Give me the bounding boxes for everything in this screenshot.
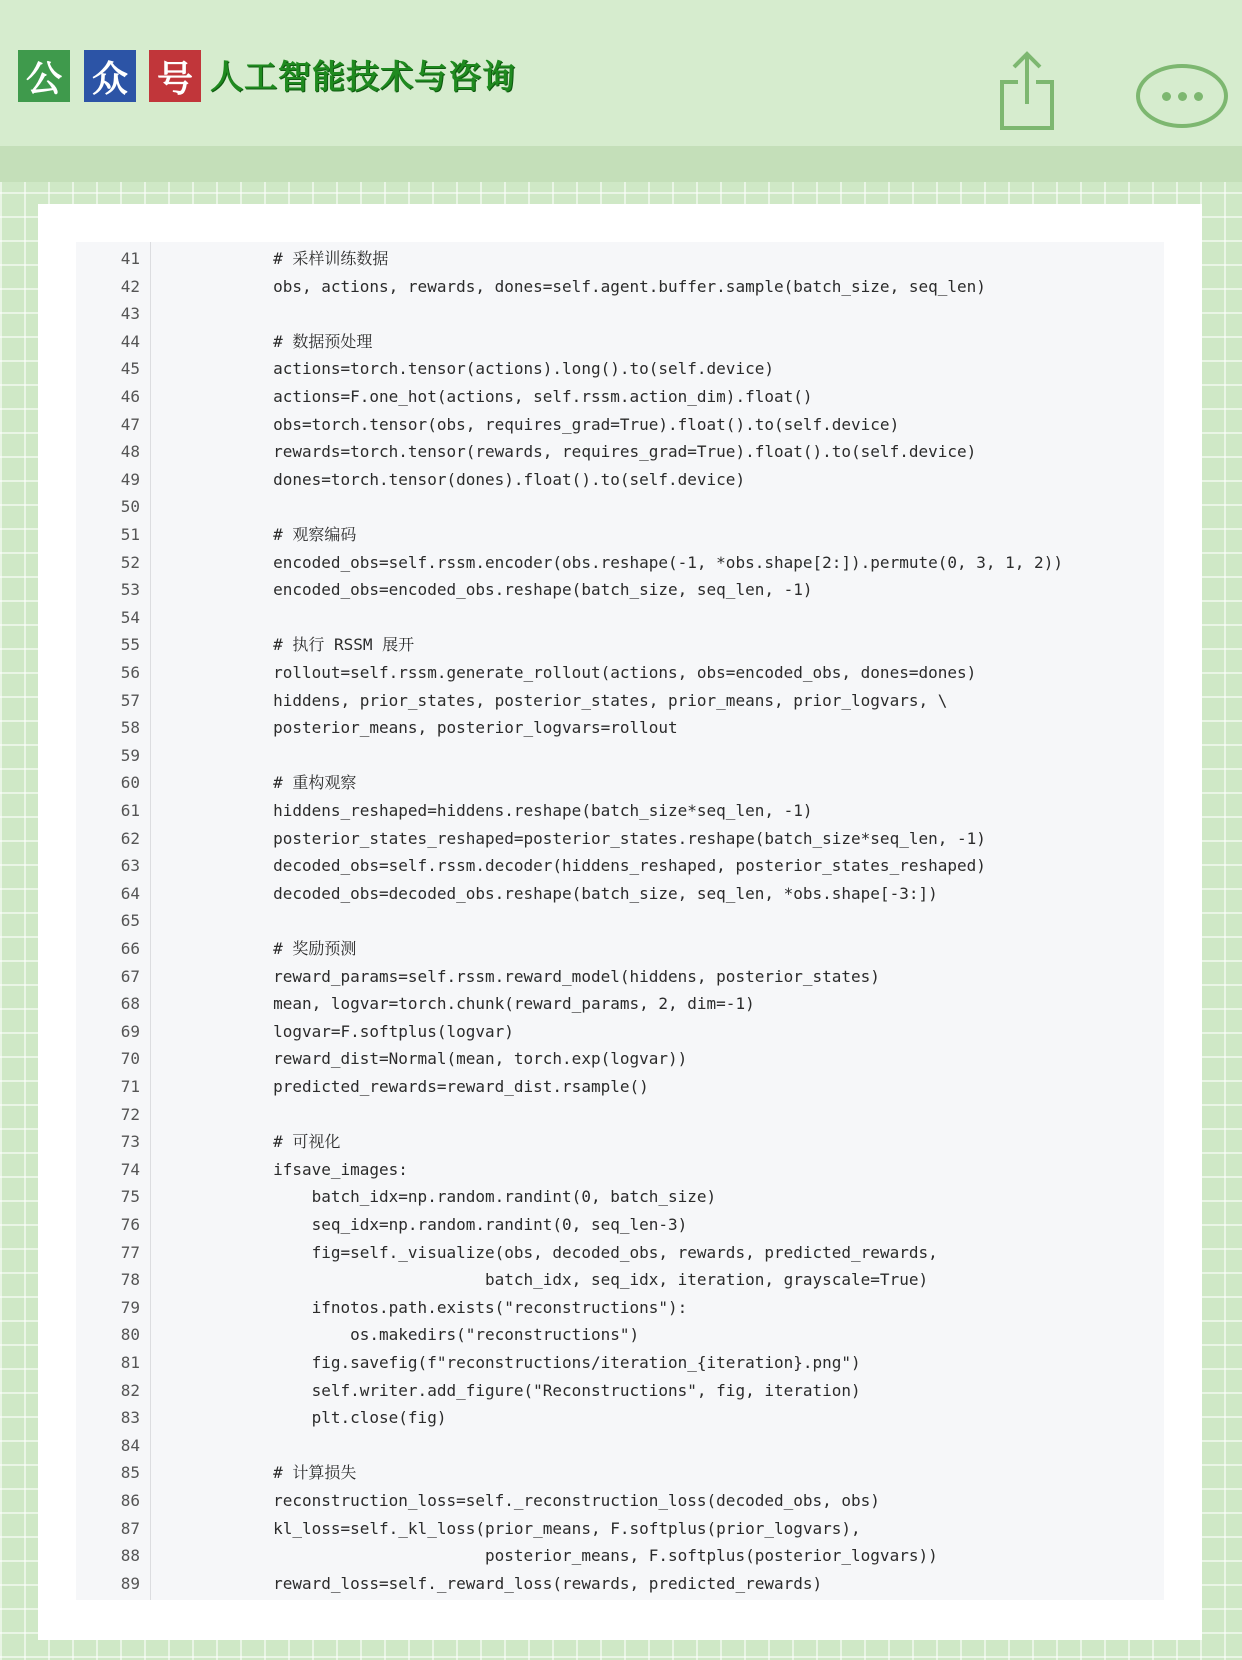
article-card: [38, 204, 1202, 1640]
code-text: hiddens, prior_states, posterior_states, prior_means, prior_logvars, \: [196, 690, 948, 710]
line-number: 78: [120, 1270, 140, 1290]
line-number: 63: [120, 856, 140, 876]
code-line: [76, 383, 1164, 410]
code-line: [76, 631, 1164, 658]
code-text: posterior_means, posterior_logvars=rollout: [196, 718, 678, 738]
code-line: [76, 411, 1164, 438]
code-text: encoded_obs=self.rssm.encoder(obs.reshape(-1, *obs.shape[2:]).permute(0, 3, 1, 2)): [196, 552, 1063, 572]
line-number: 55: [120, 635, 140, 655]
code-text: # 数据预处理: [196, 331, 373, 351]
line-number: 76: [120, 1215, 140, 1234]
code-text: rollout=self.rssm.generate_rollout(actions, obs=encoded_obs, dones=dones): [196, 663, 977, 682]
code-text: posterior_states_reshaped=posterior_states.reshape(batch_size*seq_len, -1): [196, 828, 986, 848]
code-text: obs, actions, rewards, dones=self.agent.buffer.sample(batch_size, seq_len): [196, 276, 986, 296]
code-text: fig=self._visualize(obs, decoded_obs, rewards, predicted_rewards,: [196, 1242, 938, 1262]
line-number: 54: [120, 607, 140, 627]
code-text: batch_idx=np.random.randint(0, batch_size): [196, 1187, 717, 1207]
line-number: 59: [120, 745, 140, 765]
line-number: 79: [120, 1297, 140, 1317]
code-line: [76, 1321, 1164, 1348]
line-number: 68: [120, 994, 140, 1014]
line-number: 49: [120, 469, 140, 489]
code-text: rewards=torch.tensor(rewards, requires_grad=True).float().to(self.device): [196, 442, 977, 462]
code-line: [76, 300, 1164, 327]
code-line: [76, 466, 1164, 493]
line-number: 53: [120, 580, 140, 600]
code-text: predicted_rewards=reward_dist.rsample(): [196, 1077, 649, 1096]
code-line: [76, 245, 1164, 272]
code-line: [76, 797, 1164, 824]
code-text: # 可视化: [196, 1132, 341, 1152]
line-number: 86: [120, 1491, 140, 1510]
code-text: kl_loss=self._kl_loss(prior_means, F.softplus(prior_logvars),: [196, 1518, 861, 1538]
code-line: [76, 935, 1164, 962]
code-line: [76, 659, 1164, 686]
code-text: dones=torch.tensor(dones).float().to(self.device): [196, 469, 746, 489]
line-number: 87: [120, 1518, 140, 1538]
line-number: 85: [120, 1463, 140, 1483]
badge-zhong: 众: [84, 50, 136, 102]
line-number: 45: [120, 359, 140, 379]
line-number: 56: [120, 663, 140, 682]
code-line: [76, 1404, 1164, 1431]
code-line: [76, 852, 1164, 879]
line-number: 74: [120, 1159, 140, 1179]
line-number: 58: [120, 718, 140, 738]
code-line: [76, 1045, 1164, 1072]
code-text: ifnotos.path.exists("reconstructions"):: [196, 1297, 688, 1317]
line-number: 57: [120, 690, 140, 710]
code-line: [76, 1101, 1164, 1128]
code-line: [76, 1128, 1164, 1155]
line-number: 73: [120, 1132, 140, 1152]
code-text: reward_dist=Normal(mean, torch.exp(logvar)): [196, 1049, 688, 1069]
header-band: [0, 146, 1242, 182]
code-text: decoded_obs=self.rssm.decoder(hiddens_reshaped, posterior_states_reshaped): [196, 856, 986, 876]
line-number: 67: [120, 966, 140, 986]
line-number: 77: [120, 1242, 140, 1262]
line-number: 65: [120, 911, 140, 931]
code-line: [76, 1211, 1164, 1238]
code-line: [76, 1377, 1164, 1404]
line-number: 66: [120, 939, 140, 958]
code-line: [76, 576, 1164, 603]
line-number: 84: [120, 1435, 140, 1455]
line-number: 48: [120, 442, 140, 462]
code-line: [76, 880, 1164, 907]
code-line: [76, 963, 1164, 990]
code-line: [76, 742, 1164, 769]
line-number: 44: [120, 331, 140, 351]
code-line: [76, 769, 1164, 796]
code-text: encoded_obs=encoded_obs.reshape(batch_size, seq_len, -1): [196, 580, 813, 600]
code-line: [76, 1183, 1164, 1210]
line-number: 70: [120, 1049, 140, 1069]
line-number: 46: [120, 387, 140, 406]
code-text: ifsave_images:: [196, 1159, 408, 1179]
code-line: [76, 714, 1164, 741]
code-line: [76, 273, 1164, 300]
code-text: mean, logvar=torch.chunk(reward_params, 2, dim=-1): [196, 994, 755, 1014]
line-number: 75: [120, 1187, 140, 1207]
code-text: seq_idx=np.random.randint(0, seq_len-3): [196, 1215, 688, 1234]
code-line: [76, 1073, 1164, 1100]
code-text: os.makedirs("reconstructions"): [196, 1325, 640, 1345]
code-line: [76, 825, 1164, 852]
line-number: 89: [120, 1573, 140, 1593]
code-line: [76, 1432, 1164, 1459]
share-icon[interactable]: [998, 48, 1058, 134]
code-line: [76, 687, 1164, 714]
line-number: 50: [120, 497, 140, 517]
line-number: 41: [120, 249, 140, 268]
code-line: [76, 907, 1164, 934]
line-number: 62: [120, 828, 140, 848]
code-block[interactable]: [76, 242, 1164, 1600]
line-number: 61: [120, 801, 140, 820]
line-number: 69: [120, 1021, 140, 1041]
code-line: [76, 1349, 1164, 1376]
code-line: [76, 1156, 1164, 1183]
line-number: 71: [120, 1077, 140, 1096]
line-number: 47: [120, 414, 140, 434]
line-number: 83: [120, 1408, 140, 1428]
code-text: actions=F.one_hot(actions, self.rssm.action_dim).float(): [196, 387, 813, 406]
code-line: [76, 328, 1164, 355]
code-text: reconstruction_loss=self._reconstruction_loss(decoded_obs, obs): [196, 1491, 880, 1510]
code-text: # 执行 RSSM 展开: [196, 635, 415, 655]
code-line: [76, 1487, 1164, 1514]
code-line: [76, 1459, 1164, 1486]
code-line: [76, 1542, 1164, 1569]
code-line: [76, 493, 1164, 520]
code-text: self.writer.add_figure("Reconstructions", fig, iteration): [196, 1380, 861, 1400]
line-number: 88: [120, 1546, 140, 1566]
code-text: reward_loss=self._reward_loss(rewards, predicted_rewards): [196, 1573, 823, 1593]
line-number: 81: [120, 1353, 140, 1372]
code-line: [76, 1570, 1164, 1597]
code-text: posterior_means, F.softplus(posterior_logvars)): [196, 1546, 938, 1566]
code-line: [76, 1266, 1164, 1293]
code-line: [76, 1018, 1164, 1045]
code-text: logvar=F.softplus(logvar): [196, 1021, 514, 1041]
code-text: plt.close(fig): [196, 1408, 447, 1428]
code-text: decoded_obs=decoded_obs.reshape(batch_size, seq_len, *obs.shape[-3:]): [196, 883, 938, 903]
line-number: 72: [120, 1104, 140, 1124]
line-number: 51: [120, 525, 140, 544]
more-dots-icon[interactable]: [1136, 64, 1228, 128]
account-name[interactable]: 人工智能技术与咨询: [210, 57, 516, 96]
code-line: [76, 438, 1164, 465]
code-line: [76, 549, 1164, 576]
line-number: 60: [120, 773, 140, 793]
code-line: [76, 521, 1164, 548]
code-text: # 观察编码: [196, 525, 357, 544]
code-line: [76, 990, 1164, 1017]
code-line: [76, 1515, 1164, 1542]
badge-gong: 公: [18, 50, 70, 102]
code-line: [76, 1239, 1164, 1266]
code-text: obs=torch.tensor(obs, requires_grad=True).float().to(self.device): [196, 414, 900, 434]
line-number: 80: [120, 1325, 140, 1345]
line-number: 42: [120, 276, 140, 296]
code-text: batch_idx, seq_idx, iteration, grayscale=True): [196, 1270, 929, 1290]
code-text: hiddens_reshaped=hiddens.reshape(batch_size*seq_len, -1): [196, 801, 813, 820]
code-line: [76, 1294, 1164, 1321]
code-text: fig.savefig(f"reconstructions/iteration_{iteration}.png"): [196, 1353, 861, 1372]
code-text: reward_params=self.rssm.reward_model(hiddens, posterior_states): [196, 966, 880, 986]
code-text: # 奖励预测: [196, 939, 357, 958]
code-line: [76, 355, 1164, 382]
code-text: actions=torch.tensor(actions).long().to(self.device): [196, 359, 774, 379]
code-line: [76, 604, 1164, 631]
line-number: 52: [120, 552, 140, 572]
code-text: # 采样训练数据: [196, 249, 389, 268]
badge-hao: 号: [149, 50, 201, 102]
line-number: 64: [120, 883, 140, 903]
top-bar: [0, 0, 1242, 146]
line-number: 43: [120, 304, 140, 324]
code-text: # 重构观察: [196, 773, 357, 793]
line-number: 82: [120, 1380, 140, 1400]
code-text: # 计算损失: [196, 1463, 357, 1483]
